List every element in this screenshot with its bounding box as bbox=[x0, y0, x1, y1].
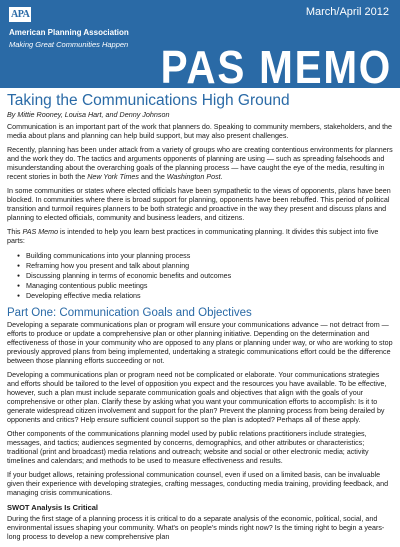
intro-paragraph-2-end: . bbox=[220, 173, 223, 181]
part-one-paragraph-1: Developing a separate communications plan or program will ensure your communications advance — not detract from — efforts to produce or update a comprehensive plan or other planning initiative. Depending on the determination and effectiveness of those in your community who are opposed to any plans or planning under way, or who are working to stop previously approved plans from being implemented, undertaking a strategic communications effort could be the difference between those planning efforts succeeding or not. bbox=[7, 321, 393, 365]
intro-paragraph-1: Communication is an important part of the work that planners do. Speaking to community members, stakeholders, and the media about plans and planning can help build support, but may also present challenges. bbox=[7, 123, 392, 140]
intro-paragraph-4-rest: is intended to help you learn best practices in communicating planning. It divides this subject into five parts: bbox=[7, 228, 379, 245]
issue-date: March/April 2012 bbox=[305, 6, 389, 18]
list-item: ● Building communications into your planning process bbox=[17, 251, 393, 261]
swot-heading: SWOT Analysis Is Critical bbox=[7, 503, 98, 512]
part-one-paragraph-4: If your budget allows, retaining professional communication counsel, even if used on a limited basis, can be invaluable given their experience with developing strategies, crafting messages, conducting media training, providing feedback, and managing crisis communications. bbox=[7, 471, 389, 497]
organization-tagline: Making Great Communities Happen bbox=[9, 40, 129, 49]
list-item: ● Discussing planning in terms of economic benefits and outcomes bbox=[17, 271, 393, 281]
newspaper-wapo: Washington Post bbox=[166, 173, 221, 181]
apa-logo bbox=[9, 7, 31, 22]
intro-paragraph-4-start: This bbox=[7, 228, 23, 236]
intro-paragraph-2 bbox=[7, 146, 393, 182]
list-item: ● Developing effective media relations bbox=[17, 291, 393, 301]
intro-paragraph-4 bbox=[7, 228, 393, 246]
swot-paragraph: During the first stage of a planning process it is critical to do a separate analysis of the economic, political, social, and environmental issues shaping your community. What's on people's minds right now? Is the timing right to begin a years-long process to develop a new comprehensive plan bbox=[7, 515, 385, 541]
list-item: ● Reframing how you present and talk about planning bbox=[17, 261, 393, 271]
article-title: Taking the Communications High Ground bbox=[7, 92, 290, 109]
newspaper-nyt: New York Times bbox=[87, 173, 139, 181]
part-one-heading: Part One: Communication Goals and Objectives bbox=[7, 307, 252, 319]
masthead-banner bbox=[0, 0, 400, 93]
intro-paragraph-2-and: and the bbox=[138, 173, 167, 181]
article-authors: By Mittie Rooney, Louisa Hart, and Denny Johnson bbox=[7, 110, 170, 119]
article-body bbox=[7, 92, 393, 547]
publication-title: PAS MEMO bbox=[160, 41, 392, 93]
parts-list bbox=[17, 251, 393, 301]
logo-text: APA bbox=[11, 9, 30, 20]
list-item: ● Managing contentious public meetings bbox=[17, 281, 393, 291]
pas-memo-mention: PAS Memo bbox=[22, 228, 59, 236]
intro-paragraph-2-text: Recently, planning has been under attack from a variety of groups who are creating contentious environments for planners and the work they do. The tactics and arguments opponents of planning are using — such as spreading falsehoods and misunderstanding about the overarching goals of the planning process — have caught the eye of the media, resulting in recent stories in both the bbox=[7, 146, 393, 181]
part-one-paragraph-3: Other components of the communications planning model used by public relations practitioners include strategies, messages, and tactics; audiences segmented by concerns, demographics, and other attributes or characteristics; traditional (print and broadcast) media relations and outreach; website and social or other electronic media; activity timelines and calendars; and methods to be used to measure effectiveness and results. bbox=[7, 430, 369, 465]
intro-paragraph-3: In some communities or states where elected officials have been sympathetic to the views of opponents, plans have been blocked. In communities where there is broad support for planning, opponents have been rebuffed. This period of political transition and turmoil requires planners to be both strategic and proactive in the way they present and discuss plans and planning to elected officials, community and business leaders, and citizens. bbox=[7, 187, 391, 222]
organization-name: American Planning Association bbox=[9, 28, 129, 37]
part-one-paragraph-2: Developing a communications plan or program need not be complicated or elaborate. Your communications strategies and efforts should be tailored to the level of opposition you expect and the resources you have available. To be effective, however, such a plan must include separate communication goals and objectives that align with the goals of your comprehensive or other plan. Clarify these by asking what you want your communication efforts to accomplish: Is it to generate widespread citizen involvement and support for the plan? Prevent the planning process from being derailed by opponents and critics? Help ensure sufficient council support so the plan is adopted? Perhaps all of these apply. bbox=[7, 371, 387, 424]
